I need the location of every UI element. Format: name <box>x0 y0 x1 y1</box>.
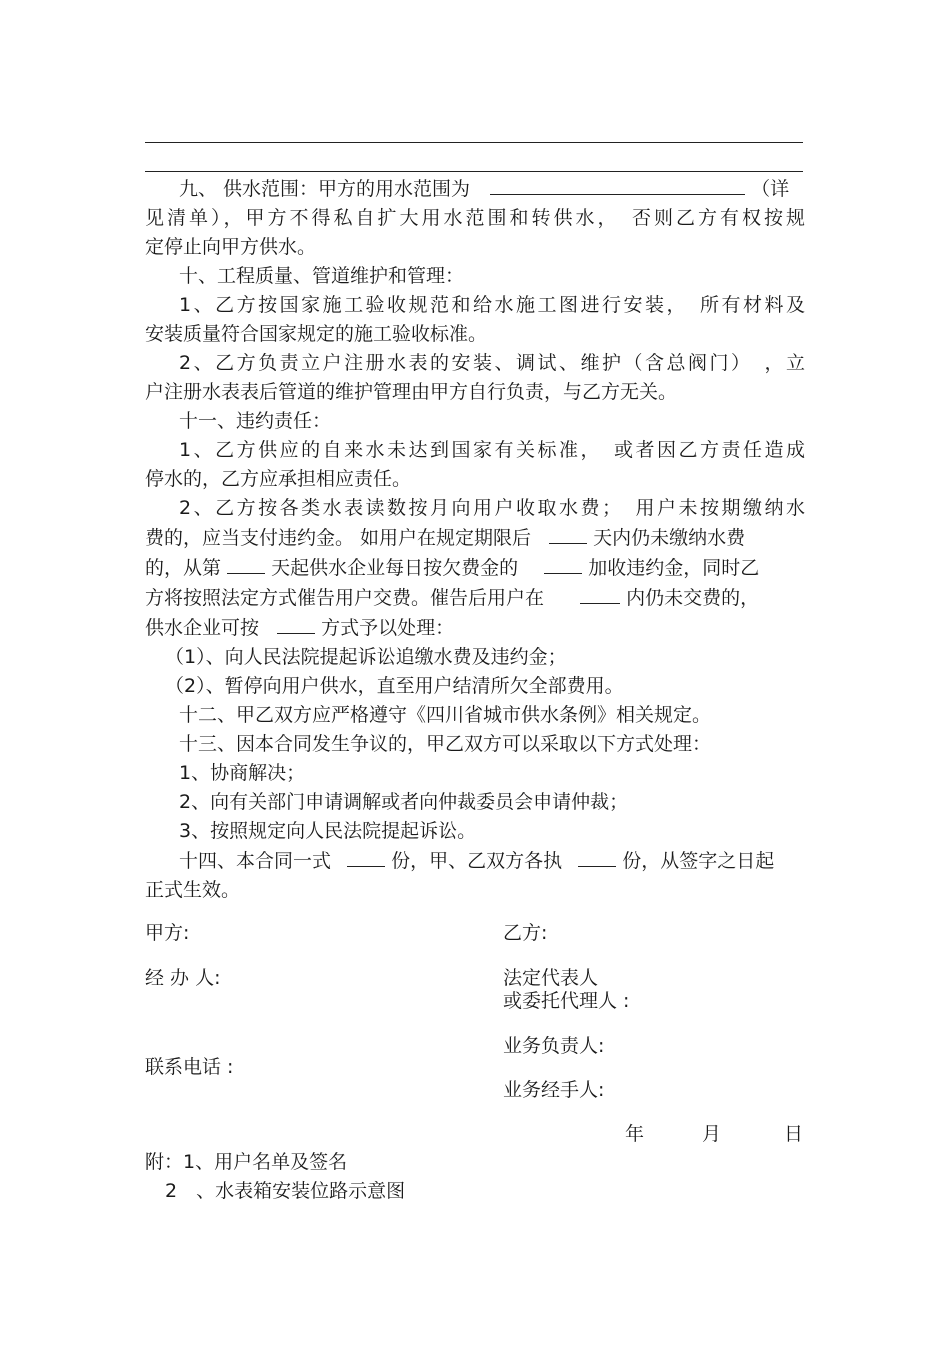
overdue-days-blank[interactable] <box>549 523 587 544</box>
clause-11-2: 2、乙方按各类水表读数按月向用户收取水费； 用户未按期缴纳水 <box>179 497 805 519</box>
clause-9-line2: 见清单），甲方不得私自扩大用水范围和转供水， 否则乙方有权按规 <box>145 207 805 229</box>
contract-body <box>145 174 805 905</box>
clause-10-1: 1、乙方按国家施工验收规范和给水施工图进行安装， 所有材料及 <box>179 294 805 316</box>
clause-11-2-text-e: 加收违约金，同时乙 <box>588 557 760 579</box>
clause-14-text-a: 十四、本合同一式 <box>179 850 332 872</box>
clause-9-text: 九、 供水范围：甲方的用水范围为 <box>179 178 471 200</box>
clause-14-text-b: 份，甲、乙双方各执 <box>391 850 563 872</box>
clause-13-2: 2、向有关部门申请调解或者向仲裁委员会申请仲裁； <box>179 791 629 813</box>
top-rule-2 <box>145 171 803 172</box>
clause-11-2-text-f: 方将按照法定方式催告用户交费。催告后用户在 <box>145 587 545 609</box>
clause-14-cont: 正式生效。 <box>145 879 241 901</box>
date-month: 月 <box>702 1123 722 1145</box>
clause-11-2-text-b: 天内仍未缴纳水费 <box>593 527 746 549</box>
copies-total-blank[interactable] <box>347 846 385 867</box>
clause-9 <box>145 174 805 204</box>
attachment-2: 2 、水表箱安装位路示意图 <box>165 1180 406 1202</box>
clause-10-1-cont: 安装质量符合国家规定的施工验收标准。 <box>145 323 488 345</box>
legal-rep-label: 法定代表人 <box>503 967 599 989</box>
clause-9-line3: 定停止向甲方供水。 <box>145 236 317 258</box>
business-owner-label: 业务负责人: <box>503 1035 605 1057</box>
phone-label: 联系电话 : <box>145 1056 234 1078</box>
party-b-label: 乙方: <box>503 922 548 944</box>
handler-label: 经 办 人: <box>145 967 221 989</box>
clause-10-2-cont: 户注册水表表后管道的维护管理由甲方自行负责，与乙方无关。 <box>145 381 678 403</box>
top-rule-1 <box>145 142 803 143</box>
clause-11-1-cont: 停水的，乙方应承担相应责任。 <box>145 468 412 490</box>
clause-11-2-line5 <box>145 613 805 643</box>
clause-13: 十三、因本合同发生争议的，甲乙双方可以采取以下方式处理： <box>179 733 712 755</box>
clause-11-2-text-d: 天起供水企业每日按欠费金的 <box>271 557 519 579</box>
clause-11-2-text-h: 供水企业可按 <box>145 617 260 639</box>
clause-12: 十二、甲乙双方应严格遵守《四川省城市供水条例》相关规定。 <box>179 704 712 726</box>
clause-11-2-line4 <box>145 583 805 613</box>
notice-period-blank[interactable] <box>580 583 620 604</box>
penalty-rate-blank[interactable] <box>544 553 582 574</box>
clause-11-2-text-i: 方式予以处理： <box>321 617 455 639</box>
clause-14 <box>145 846 805 876</box>
clause-11-2-option-2: （2）、暂停向用户供水，直至用户结清所欠全部费用。 <box>165 675 624 697</box>
clause-11-2-line2 <box>145 523 805 553</box>
clause-14-text-c: 份，从签字之日起 <box>622 850 775 872</box>
clause-9-tail: （详 <box>751 178 790 200</box>
party-a-label: 甲方: <box>145 922 190 944</box>
clause-11-2-option-1: （1）、向人民法院提起诉讼追缴水费及违约金； <box>165 646 567 668</box>
clause-10: 十、工程质量、管道维护和管理： <box>179 265 465 287</box>
clause-13-1: 1、协商解决； <box>179 762 306 784</box>
start-day-blank[interactable] <box>227 553 265 574</box>
clause-11: 十一、违约责任： <box>179 410 332 432</box>
clause-11-1: 1、乙方供应的自来水未达到国家有关标准， 或者因乙方责任造成 <box>179 439 805 461</box>
attachment-1: 附：1、用户名单及签名 <box>145 1151 348 1173</box>
clause-11-2-text-a: 费的，应当支付违约金。 如用户在规定期限后 <box>145 527 532 549</box>
date-year: 年 <box>625 1123 645 1145</box>
clause-11-2-text-c: 的，从第 <box>145 557 222 579</box>
water-range-blank[interactable] <box>490 174 745 195</box>
date-day: 日 <box>784 1123 804 1145</box>
clause-13-3: 3、按照规定向人民法院提起诉讼。 <box>179 820 477 842</box>
clause-11-2-line3 <box>145 553 805 583</box>
handling-method-blank[interactable] <box>277 613 315 634</box>
business-handler-label: 业务经手人: <box>503 1079 605 1101</box>
agent-label: 或委托代理人 : <box>503 990 630 1012</box>
copies-each-blank[interactable] <box>578 846 616 867</box>
clause-11-2-text-g: 内仍未交费的， <box>626 587 760 609</box>
clause-10-2: 2、乙方负责立户注册水表的安装、调试、维护（含总阀门） ，立 <box>179 352 805 374</box>
